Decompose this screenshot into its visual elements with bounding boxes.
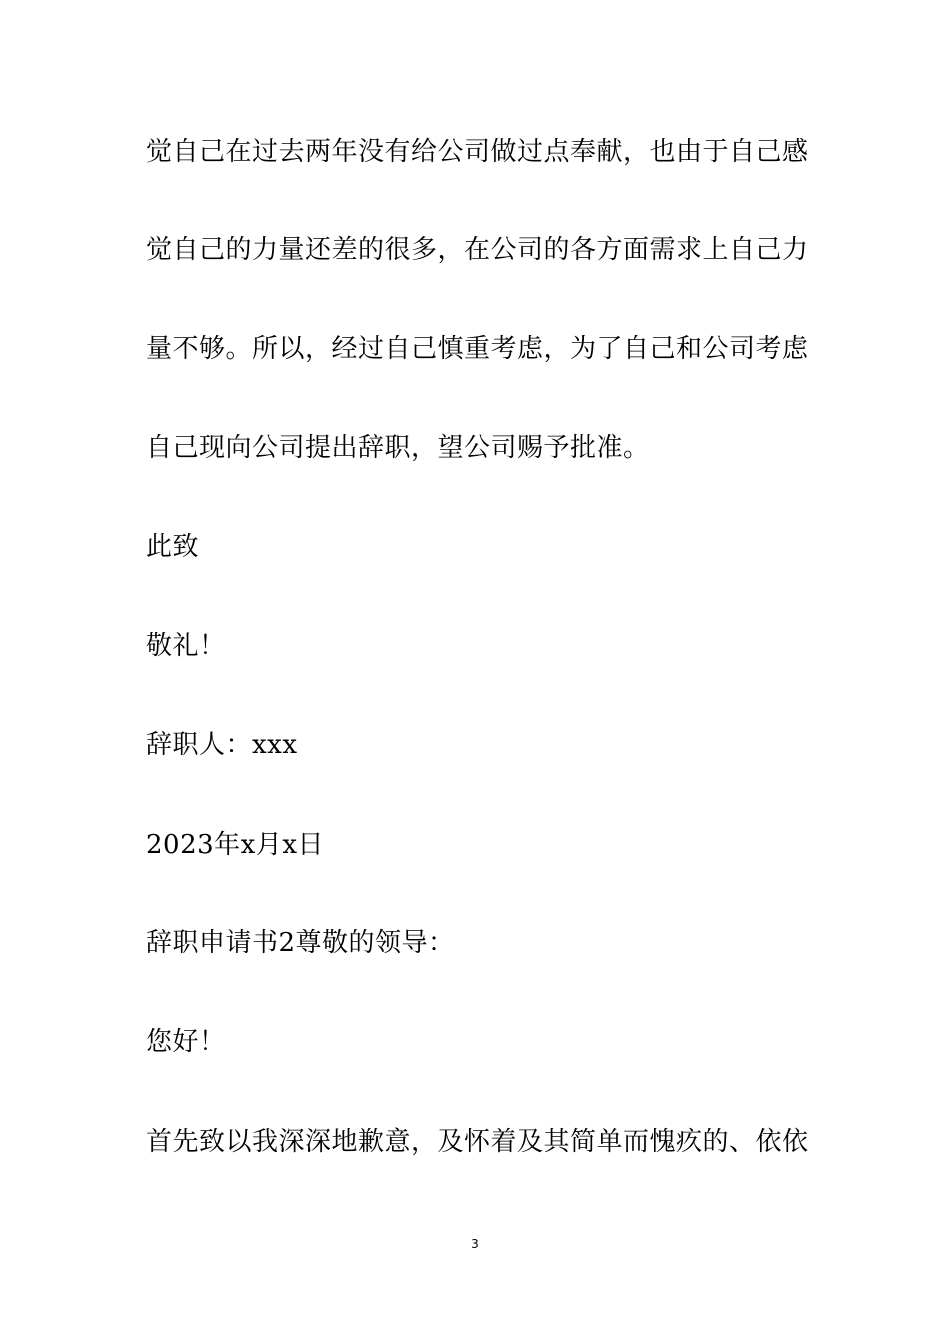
date-line: 2023年x月x日 <box>146 830 324 860</box>
page-number: 3 <box>471 1237 479 1251</box>
greeting-line: 您好！ <box>146 1027 226 1057</box>
section-heading-greeting: 辞职申请书2尊敬的领导： <box>146 928 455 958</box>
closing-salutation: 此致 <box>146 532 200 562</box>
body-text-line: 觉自己的力量还差的很多，在公司的各方面需求上自己力 <box>146 235 809 265</box>
body-text-line: 自己现向公司提出辞职，望公司赐予批准。 <box>146 433 650 463</box>
signatory-line: 辞职人：xxx <box>146 730 298 760</box>
body-text-line: 觉自己在过去两年没有给公司做过点奉献，也由于自己感 <box>146 137 809 167</box>
body-text-line: 首先致以我深深地歉意，及怀着及其简单而愧疚的、依依 <box>146 1127 809 1157</box>
closing-regards: 敬礼！ <box>146 631 226 661</box>
body-text-line: 量不够。所以，经过自己慎重考虑，为了自己和公司考虑 <box>146 334 809 364</box>
